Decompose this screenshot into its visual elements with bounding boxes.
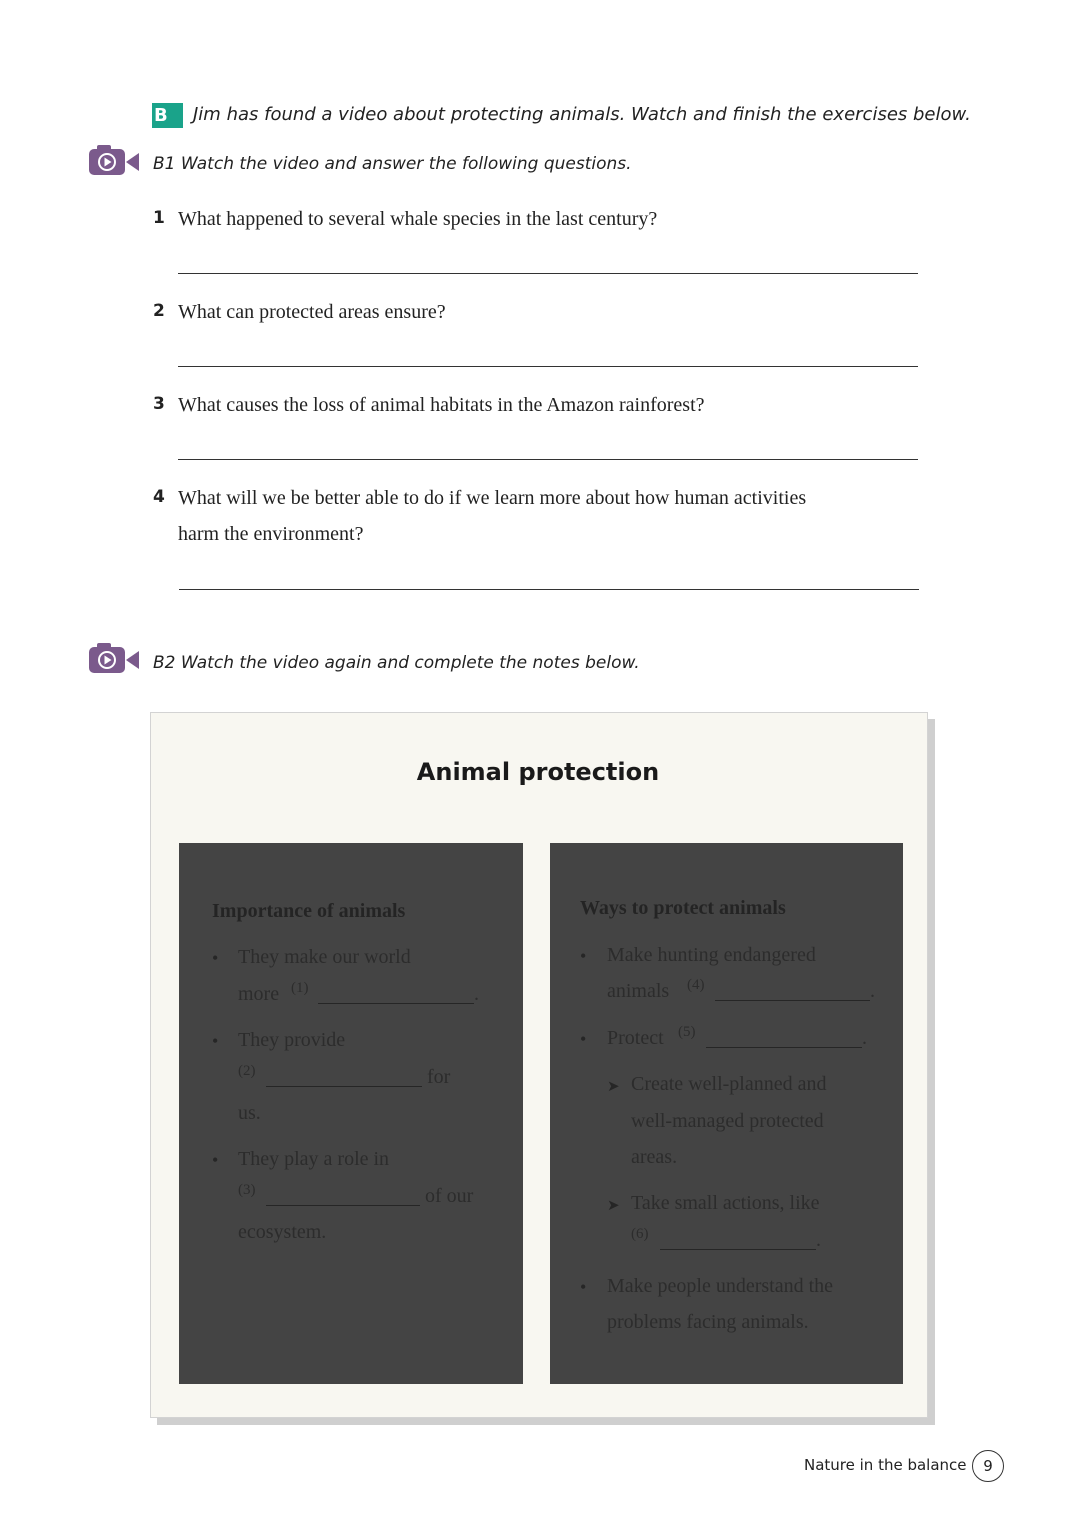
punctuation: . <box>870 980 875 1002</box>
note-text: Protect <box>607 1027 664 1049</box>
arrow-bullet-icon: ➤ <box>607 1079 620 1095</box>
video-camera-icon[interactable] <box>89 145 139 177</box>
note-text: areas. <box>631 1146 678 1168</box>
blank-number: (5) <box>678 1024 696 1040</box>
video-camera-icon[interactable] <box>89 643 139 675</box>
bullet-icon: • <box>580 946 587 966</box>
note-text: They make our world <box>238 946 411 968</box>
question-number: 2 <box>153 301 165 321</box>
blank-1[interactable] <box>318 1003 474 1004</box>
note-text: They play a role in <box>238 1148 390 1170</box>
answer-line[interactable] <box>178 366 918 367</box>
blank-number: (6) <box>631 1226 649 1242</box>
answer-line[interactable] <box>178 273 918 274</box>
blank-2[interactable] <box>266 1086 422 1087</box>
question-number: 1 <box>153 208 165 228</box>
bullet-icon: • <box>580 1277 587 1297</box>
question-text: What will we be better able to do if we learn more about how human activities <box>178 487 807 509</box>
blank-5[interactable] <box>706 1047 862 1048</box>
note-text: for <box>427 1066 451 1088</box>
punctuation: . <box>474 983 479 1005</box>
note-text: problems facing animals. <box>607 1311 809 1333</box>
note-text: Make people understand the <box>607 1275 834 1297</box>
section-intro: Jim has found a video about protecting animals. Watch and finish the exercises below. <box>193 104 971 125</box>
note-text: Make hunting endangered <box>607 944 816 966</box>
panel-heading: Importance of animals <box>212 900 406 922</box>
blank-4[interactable] <box>715 1000 870 1001</box>
note-text: animals <box>607 980 670 1002</box>
question-text-continued: harm the environment? <box>178 523 364 545</box>
punctuation: . <box>816 1229 821 1251</box>
blank-number: (3) <box>238 1182 256 1198</box>
blank-6[interactable] <box>660 1249 816 1250</box>
question-text: What happened to several whale species in the last century? <box>178 208 658 230</box>
note-text: They provide <box>238 1029 346 1051</box>
question-text: What causes the loss of animal habitats in the Amazon rainforest? <box>178 394 705 416</box>
notes-title: Animal protection <box>416 758 660 786</box>
note-text: of our <box>425 1185 474 1207</box>
punctuation: . <box>862 1027 867 1049</box>
exercise-b2-title: B2 Watch the video again and complete the notes below. <box>153 653 640 673</box>
bullet-icon: • <box>212 1031 219 1051</box>
arrow-bullet-icon: ➤ <box>607 1198 620 1214</box>
note-text: Take small actions, like <box>631 1192 820 1214</box>
bullet-icon: • <box>580 1029 587 1049</box>
answer-line[interactable] <box>178 459 918 460</box>
blank-number: (2) <box>238 1063 256 1079</box>
note-text: well-managed protected <box>631 1110 824 1132</box>
page-number: 9 <box>972 1450 1004 1482</box>
blank-3[interactable] <box>266 1205 420 1206</box>
panel-heading: Ways to protect animals <box>580 897 786 919</box>
note-text: ecosystem. <box>238 1221 327 1243</box>
question-number: 3 <box>153 394 165 414</box>
note-text: Create well-planned and <box>631 1073 827 1095</box>
section-badge: B <box>152 103 183 128</box>
note-text: more <box>238 983 280 1005</box>
importance-panel <box>179 843 523 1384</box>
blank-number: (4) <box>687 977 705 993</box>
answer-line[interactable] <box>179 589 919 590</box>
bullet-icon: • <box>212 948 219 968</box>
footer-unit-title: Nature in the balance <box>804 1456 967 1474</box>
question-number: 4 <box>153 487 165 507</box>
question-text: What can protected areas ensure? <box>178 301 446 323</box>
blank-number: (1) <box>291 980 309 996</box>
exercise-b1-title: B1 Watch the video and answer the following questions. <box>153 154 632 174</box>
bullet-icon: • <box>212 1150 219 1170</box>
note-text: us. <box>238 1102 261 1124</box>
